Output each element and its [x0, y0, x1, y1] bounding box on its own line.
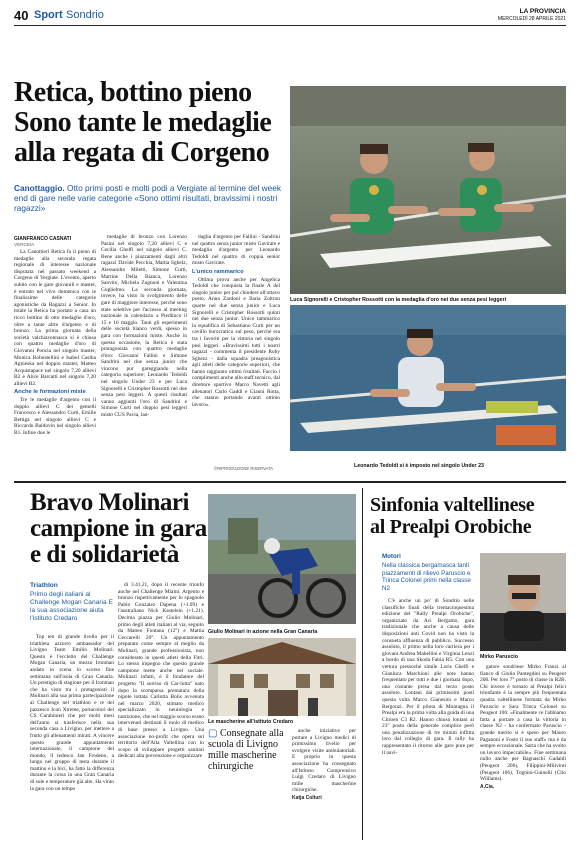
lead-column-1: [14, 249, 96, 475]
page-number: 40: [14, 8, 29, 23]
kicker: Motori: [382, 553, 401, 560]
body-text: anche iniziative per portare a Livigno medici di primissimo livello per svolgere visite ambulatoriali. E proprio in questa associazione ha consegnato all'Istituto Comprensivo Luigi Credaro di Livigno mille mascherine chirurgiche.: [292, 728, 356, 794]
subhead-text: Otto primi posti e molti podi a Vergiate al termine del week end di gare nelle varie categorie «Sono ottimi risultati, bravissimi i nostri ragazzi»: [14, 183, 281, 214]
photo-caption: Le mascherine all'istituto Credaro: [208, 719, 294, 725]
section-label: Sport: [34, 9, 63, 21]
kicker: Triathlon: [30, 582, 58, 589]
lead-headline: [14, 78, 280, 168]
body-text: gatore sondriese Mirko Franzi al fianco di Giulio Pantegdini su Peugeot 208. Per loro 7° posto di classe in R2B. Chi invece è tornato al Prealpi felici trionfante è la sempre più frequentata quadra valtellinese formata da Mirko Paruscio e Sara Trinca Colonel su Peugeot 106: «Finalmente ce l'abbiamo fatta a portare a casa la vittoria in classe N2 - ha confermato Paruscio - grande merito si è speso per Mauro Paganoni e Fosto il suo staff» ma è da sempre eccezionale. Sarta che ha svolto un lavoro impeccabile». Fine settimana nullo anche per Bagnaschi Gadaldi (Peugeot 206), Filippini-Milivinti (Peugeot 106), Tognini-Guinelli (Clio Williams).: [480, 664, 566, 783]
sinfonia-column-1: [382, 598, 474, 834]
photo-caption: Leonardo Tedoldi si è imposto nel singolo Under 23: [354, 463, 484, 469]
cyclist-photo: [208, 494, 356, 624]
subsection-label: Sondrio: [66, 9, 104, 21]
subhead-text: Nella classica bergamasca tanti piazzamenti di rilievo Paruscio e Trinca Colonel primi nella classe N2: [382, 562, 471, 592]
headline-line: Retica, bottino pieno: [14, 77, 252, 108]
byline: GIANFRANCO CASNATI: [14, 236, 72, 242]
sinfonia-headline: [370, 494, 566, 538]
issue-date: MERCOLEDÌ 28 APRILE 2021: [497, 16, 566, 22]
photo-caption: Giulio Molinari in azione nella Gran Canaria: [208, 629, 318, 635]
copyright-note: ©RIPRODUZIONE RISERVATA: [214, 466, 274, 471]
driver-photo: [480, 553, 566, 651]
rowing-photo-double: [290, 86, 566, 294]
headline-line: Bravo Molinari: [30, 489, 189, 516]
molinari-column-2: [118, 582, 204, 841]
sinfonia-column-2: [480, 664, 566, 838]
highlight-text: Consegnate alla scuola di Livigno mille mascherine chirurgiche: [208, 728, 284, 772]
lead-column-3: [192, 234, 280, 461]
square-bullet-icon: ▢: [208, 728, 218, 739]
inline-subhead: L'unico rammarico: [192, 268, 244, 275]
headline-line: Sono tante le medaglie: [14, 107, 272, 138]
dateline: VERCEIA: [14, 242, 35, 247]
body-text: medaglie di bronzo con Lorenzo Pasini nel singolo 7,20 allievi C e Cecilia Ghelfi nel singolo allievi C. Bene anche i piazzamenti dagli altri ragazzi Davide Pecchia, Mattia Sghelz, Alessandro Miletti, Simone Curti, Martine Della Bianca, Lorenzo Sanvito, Michela Zugnoni e Valentina Guglielmo. La seconda giornata, invece, ha visto lo svolgimento delle gare di maggiore interesse, perché sono state selettive per l'accesso al meeting nazionale in calendario a Piediluco il 15 e 16 maggio. Tanti gli esperimenti delle società bianco verdi, spesso in gara con formazioni miste. Anche in questa occasione, la Retica è stata protagonista con quattro medaglie d'oro: Giovanni Fallini e Simone Sandrini nel due senza junior che vincono pur gareggiando nella categoria superiore; Leonardo Tedoldi nel singolo Under 23 e per Luca Signorelli e Cristopher Rossotti nel due senza pesi leggeri. A questi risultati vanno aggiunti l'oro di Sandrini e Simone Curti nel doppio pesi leggeri misto CUS Pavia, lan-: [101, 234, 187, 419]
byline: Katja Colturi: [292, 794, 322, 801]
highlight-box: [208, 728, 288, 772]
page-header: [14, 8, 566, 24]
paper-name: LA PROVINCIA: [519, 8, 566, 15]
molinari-column-3: [292, 728, 356, 836]
kicker: Canottaggio.: [14, 183, 65, 193]
photo-caption: Luca Signorelli e Cristopher Rossotti con la medaglia d'oro nei due senza pesi leggeri: [290, 297, 507, 303]
headline-line: campione in gara: [30, 515, 207, 542]
body-text: C'è anche un po' di Sondrio nelle classifiche finali della trentacinquesima edizione del "Rally Prealpi Orobiche", organizzato da Aci Bergamo, gara tradizionale che anche a causa delle disposizioni anti Covid non ha visto la consueta affluenza di pubblico. Successo assoluto, il primo nella loro carriera per i giovani Andrea Mabellini e Virginia Lenzi a bordo di una Skoda Fabia R5. Con una vettura pressoché simile Loris Ghelfi e Gianluca Marchioni alle note hanno frequentato per tutti e due i giornata dopo, una costante presa dal terzo posto assoluto. Lontani dai primissimi posti questa volta Marco Gianesini e Marco Bergonzi. Per il pilota di Montagna il Prealpi era la prima volta alla guida di una Citroen C3 R2. Hanno chiuso lontani al 23° posto della generale complice però una penalizzazione di tre minuti inflitta loro dal collegio di gara. Il rally ha rappresentato il ritorno alle gare pure per il navi-: [382, 598, 474, 756]
byline: A.Cia.: [480, 783, 495, 790]
molinari-headline: [30, 490, 230, 568]
subhead-text: Primo degli italiani al Challenge Mogan Canaria E la sua associazione aiuta l'istituto Credaro: [30, 591, 113, 622]
lead-column-2: [101, 234, 187, 475]
body-text: daglia d'argento per Fallini - Sandrini nel quattro senza junior misto Gavirate e medaglia d'argento per Leonardo Tedoldi nel quattro di coppia senior misto Gavirate.: [192, 234, 280, 267]
molinari-column-1: [30, 634, 114, 841]
body-text: Top ten di grande livello per il triathleta azzurro ambassador del Livigno Team Emilio Molinari. Questo è l'eccletto del Challenge Mogan Canaria, un mezzo Ironman andato in scena lo scorso fine settimana sull'isola di Gran Canaria. Un prestigio di stagione per il Ironman che ha visto tra i protagonisti il Molinari alla sua prima partecipazione al Challenge nel triathlon e re del pazzesco Icon Xtreme, portacolori del CS Carabinieri che per molti mesi dell'anno si trasferisce nella sua seconda casa a Livigno, per mettere a frutto gli allenamenti mirati. A vincere questo grande appuntamento internazionale, il campione del mondo, il tedesco Jan Frodeno, a lungo nel gruppo di testa durante il mattino e la bici, ha fatto la differenza durante la corsa in una Gran Canaria di sole e temperature già alte. Ha vinto la gara con un tempo: [30, 634, 114, 792]
inline-subhead: Anche le formazioni miste: [14, 389, 86, 396]
body-text: Ottima prova anche per Angelica Tedoldi che conquista la finale A del singolo junior per poi chiudere all'ottavo posto, Anna Zardoni e Ilaria Zoltron quarte nel due senza junior e Luca Signorelli e Cristopher Rossotti quinti nel due senza junior. Unico rammarico la squalifica di Sebastiano Curti per un cavillo burocratico sul peso, perché era tra i favoriti per la vittoria nel singolo pesi leggeri. «Bravissimi tutti i nostri ragazzi - commenta il presidente Roby Sghezz - dalla squadra preagonistica agli atleti delle categorie superiori, che hanno raggiunto ottimi risultati. Faccio i complimenti anche allo staff tecnico, dal direttore sportivo Marco Navetti agli allenatori Carlo Gaddi e Gianni Rotta, che stanno portando avanti ottimo lavoro».: [192, 276, 280, 408]
school-photo: [208, 638, 356, 716]
headline-line: e di solidarietà: [30, 541, 179, 568]
headline-line: Sinfonia valtellinese: [370, 494, 535, 516]
rowing-photo-single: [290, 305, 566, 451]
body-text: Tre le medaglie d'argento con il doppio allievi C dei gemelli Francesco e Alessandro Curti, Emilie Bettiga nel singolo allievi C e Riccardo Baldovin nel singolo allievi B1. Infine due le: [14, 397, 96, 437]
lead-subhead: [14, 183, 284, 214]
body-text: di 3.41.21, dopo il recente trionfo anche nel Challenge Miami. Argento e bronzo rispettivamente per lo spagnolo Pablo Gonzalez Dapena (+1.09) e l'australiano Nick Kastelein (+1.21). Decima piazza per Giulio Molinari, primo degli atleti italiani al via, seguito da Matteo Fontana (12°) e Mattia Ceccarelli 20°. Un appuntamento preparato come sempre al meglio da Molinari, grande professionista, non considerato in questi atleti della Fitri. Lo stesso impegno che questo grande campione mette anche nel sociale. Molinari infatti, è il fondatore del progetto "Il sorriso di Car-lotta" nato dopo la scomparsa prematura della nipote lottata Carlotta Bolis avvenuta nel marzo 2020, stimato medico specializzato in neurologia e nutrizione, che nel maggio scorso erano intervenuti destinati il ruolo di medico di base presso a Livigno. Una associazione no-profit che opera sul territorio dell'Alta Valtellina con lo scopo di sviluppare progetti sanitari dedicati alla prevenzione e organizzare: [118, 582, 204, 760]
body-text: La Canottieri Retica fa il pieno di medaglie alla seconda regata regionale di interesse nazionale disputata nel passato weekend a Corgeno di Vergiate. L'evento, aperto subito con le gare giovanili e master, è entrato nel vivo domenica con le finalissime delle categorie agonistiche da Ragazzi a Senior. In totale la Retica ha portato a casa un ricco bottino di otto medaglie d'oro, oltre a tante altre d'argento e di bronzo. La prima giornata della società valchiavennasca si è chiusa con quattro medaglie d'oro di Giovanni Poncia nel singolo master, Monica Robustellini e Isabel Caslba Agnieska nel doppio master, Matteo Acquistapace nel singolo 7,20 allievi B2 e Alice Barcatti nel singolo 7,20 allievi B2.: [14, 249, 96, 387]
photo-caption: Mirko Paruscio: [480, 654, 518, 660]
headline-line: alla regata di Corgeno: [14, 137, 270, 168]
headline-line: al Prealpi Orobiche: [370, 516, 532, 538]
